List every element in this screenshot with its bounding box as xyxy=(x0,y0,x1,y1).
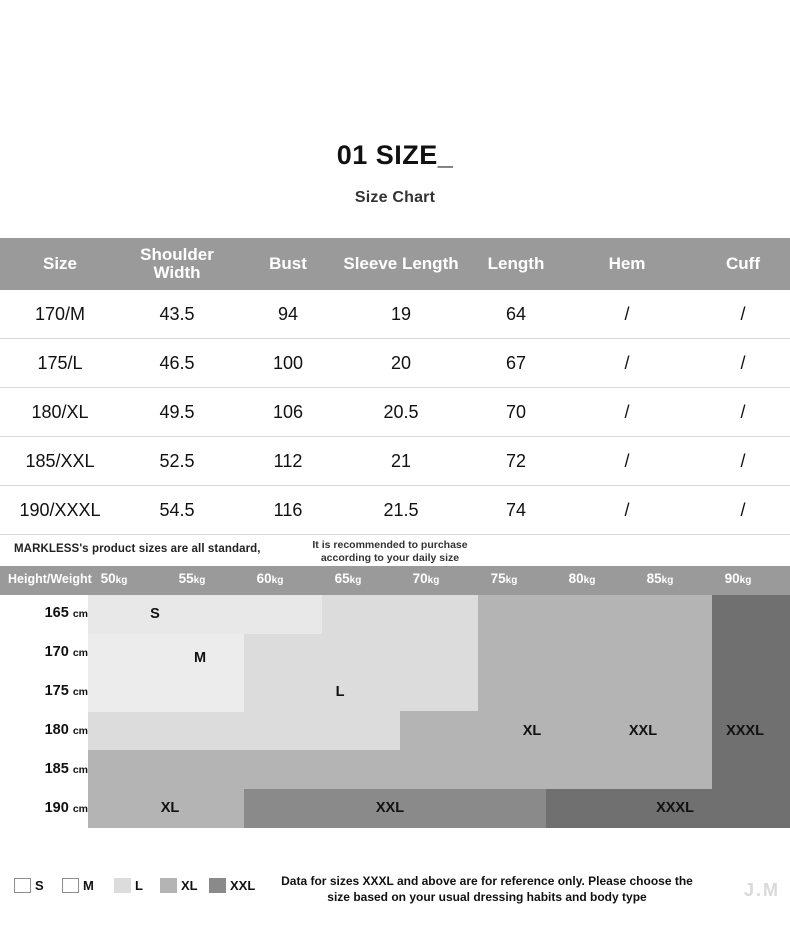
cell-size: 180/XL xyxy=(0,388,120,437)
legend-item-xxl xyxy=(209,878,255,893)
column-header-sleeve-length: Sleeve Length xyxy=(342,238,460,290)
height-unit: cm xyxy=(72,608,88,620)
table-row xyxy=(0,339,790,388)
table-row xyxy=(0,437,790,486)
weight-header-55 xyxy=(156,571,228,586)
height-label-180 xyxy=(0,722,88,738)
cell-cuff: / xyxy=(682,290,790,339)
cell-size: 170/M xyxy=(0,290,120,339)
cell-bust: 106 xyxy=(234,388,342,437)
height-value: 190 xyxy=(44,800,69,816)
cell-cuff: / xyxy=(682,486,790,535)
weight-value: 55 xyxy=(178,571,194,586)
cell-length: 74 xyxy=(460,486,572,535)
weight-header-85 xyxy=(624,571,696,586)
legend xyxy=(0,868,790,914)
cell-length: 67 xyxy=(460,339,572,388)
column-header-bust: Bust xyxy=(234,238,342,290)
column-header-shoulder-width: Shoulder Width xyxy=(120,238,234,290)
region-label-s: S xyxy=(150,606,160,622)
note-row xyxy=(0,535,790,566)
weight-header-70 xyxy=(390,571,462,586)
region-label-xxxl: XXXL xyxy=(726,723,764,739)
weight-value: 60 xyxy=(256,571,272,586)
weight-header-60 xyxy=(234,571,306,586)
weight-unit: kg xyxy=(661,575,674,586)
weight-value: 80 xyxy=(568,571,584,586)
cell-cuff: / xyxy=(682,437,790,486)
weight-header-80 xyxy=(546,571,618,586)
cell-sleeve: 21.5 xyxy=(342,486,460,535)
weight-unit: kg xyxy=(427,575,440,586)
size-table xyxy=(0,238,790,535)
legend-item-m xyxy=(62,878,94,893)
legend-item-l xyxy=(114,878,143,893)
cell-bust: 94 xyxy=(234,290,342,339)
size-table-body xyxy=(0,290,790,535)
height-label-165 xyxy=(0,605,88,621)
height-label-190 xyxy=(0,800,88,816)
weight-unit: kg xyxy=(115,575,128,586)
legend-swatch-icon xyxy=(14,878,31,893)
legend-swatch-icon xyxy=(114,878,131,893)
cell-bust: 116 xyxy=(234,486,342,535)
cell-length: 70 xyxy=(460,388,572,437)
height-value: 180 xyxy=(44,722,69,738)
table-row xyxy=(0,486,790,535)
height-weight-matrix xyxy=(0,566,790,828)
height-label-185 xyxy=(0,761,88,777)
cell-sleeve: 20 xyxy=(342,339,460,388)
cell-hem: / xyxy=(572,339,682,388)
cell-shoulder: 46.5 xyxy=(120,339,234,388)
height-value: 165 xyxy=(44,605,69,621)
height-unit: cm xyxy=(72,686,88,698)
height-unit: cm xyxy=(72,725,88,737)
cell-hem: / xyxy=(572,437,682,486)
height-unit: cm xyxy=(72,764,88,776)
cell-hem: / xyxy=(572,388,682,437)
weight-value: 85 xyxy=(646,571,662,586)
weight-value: 90 xyxy=(724,571,740,586)
matrix-corner-label: Height/Weight xyxy=(8,572,92,586)
weight-unit: kg xyxy=(271,575,284,586)
legend-item-s xyxy=(14,878,44,893)
legend-swatch-icon xyxy=(160,878,177,893)
region-label-xxl-bottom: XXL xyxy=(375,800,405,816)
weight-value: 65 xyxy=(334,571,350,586)
cell-shoulder: 49.5 xyxy=(120,388,234,437)
cell-size: 175/L xyxy=(0,339,120,388)
height-label-175 xyxy=(0,683,88,699)
cell-size: 190/XXXL xyxy=(0,486,120,535)
weight-value: 75 xyxy=(490,571,506,586)
cell-cuff: / xyxy=(682,339,790,388)
weight-header-50 xyxy=(78,571,150,586)
weight-unit: kg xyxy=(505,575,518,586)
region-label-xl-bottom: XL xyxy=(160,800,180,816)
cell-sleeve: 20.5 xyxy=(342,388,460,437)
size-table-head xyxy=(0,238,790,290)
cell-cuff: / xyxy=(682,388,790,437)
chart-header xyxy=(0,0,790,207)
legend-label: XL xyxy=(181,878,198,893)
legend-disclaimer: Data for sizes XXXL and above are for reference only. Please choose the size based on your usual dressing habits and body type xyxy=(281,874,693,905)
cell-sleeve: 21 xyxy=(342,437,460,486)
cell-length: 72 xyxy=(460,437,572,486)
column-header-cuff: Cuff xyxy=(682,238,790,290)
weight-header-90 xyxy=(702,571,774,586)
cell-length: 64 xyxy=(460,290,572,339)
legend-item-xl xyxy=(160,878,198,893)
height-value: 175 xyxy=(44,683,69,699)
weight-header-75 xyxy=(468,571,540,586)
page-subtitle: Size Chart xyxy=(354,189,436,206)
column-header-hem: Hem xyxy=(572,238,682,290)
cell-shoulder: 52.5 xyxy=(120,437,234,486)
height-unit: cm xyxy=(72,803,88,815)
height-unit: cm xyxy=(72,647,88,659)
region-label-xl: XL xyxy=(522,723,542,739)
weight-header-65 xyxy=(312,571,384,586)
table-row xyxy=(0,290,790,339)
weight-unit: kg xyxy=(193,575,206,586)
region-label-l: L xyxy=(335,684,345,700)
weight-value: 50 xyxy=(100,571,116,586)
region-label-xxxl-bottom: XXXL xyxy=(656,800,694,816)
table-row xyxy=(0,388,790,437)
purchase-advice-note: It is recommended to purchase according to your daily size xyxy=(312,539,468,565)
weight-value: 70 xyxy=(412,571,428,586)
region-m xyxy=(88,634,244,712)
cell-bust: 100 xyxy=(234,339,342,388)
cell-size: 185/XXL xyxy=(0,437,120,486)
cell-sleeve: 19 xyxy=(342,290,460,339)
cell-hem: / xyxy=(572,486,682,535)
legend-label: L xyxy=(135,878,143,893)
weight-unit: kg xyxy=(583,575,596,586)
page-title: 01 SIZE_ xyxy=(336,140,454,170)
column-header-length: Length xyxy=(460,238,572,290)
size-table-header-row xyxy=(0,238,790,290)
cell-hem: / xyxy=(572,290,682,339)
legend-label: M xyxy=(83,878,94,893)
legend-swatch-icon xyxy=(62,878,79,893)
legend-label: S xyxy=(35,878,44,893)
weight-unit: kg xyxy=(739,575,752,586)
weight-unit: kg xyxy=(349,575,362,586)
legend-label: XXL xyxy=(230,878,256,893)
legend-swatch-icon xyxy=(209,878,226,893)
watermark: J.M xyxy=(743,880,780,900)
height-label-170 xyxy=(0,644,88,660)
cell-shoulder: 43.5 xyxy=(120,290,234,339)
cell-bust: 112 xyxy=(234,437,342,486)
region-label-xxl: XXL xyxy=(628,723,658,739)
height-value: 170 xyxy=(44,644,69,660)
region-label-m: M xyxy=(193,650,207,666)
height-value: 185 xyxy=(44,761,69,777)
cell-shoulder: 54.5 xyxy=(120,486,234,535)
column-header-size: Size xyxy=(0,238,120,290)
standard-size-note: MARKLESS's product sizes are all standard, xyxy=(14,543,261,555)
